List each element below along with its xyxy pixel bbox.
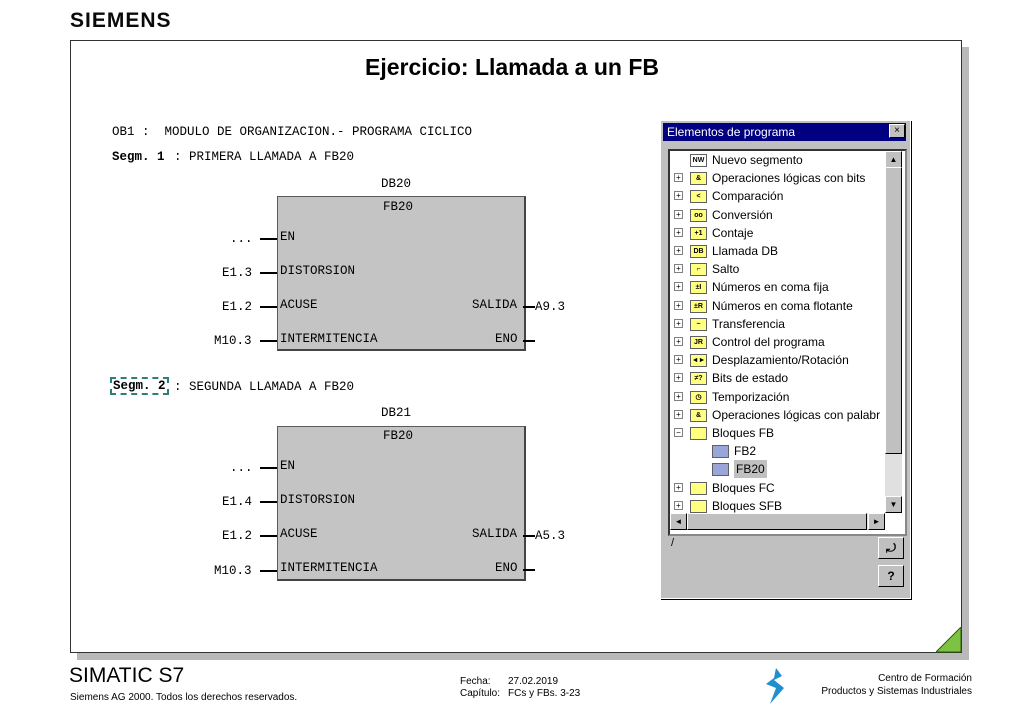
wire-salida <box>523 306 535 308</box>
expand-icon[interactable]: + <box>674 210 683 219</box>
scroll-up-icon[interactable]: ▲ <box>885 151 902 168</box>
operand-salida[interactable]: A5.3 <box>535 529 566 543</box>
tree-item-label: Operaciones lógicas con palabr <box>712 407 881 422</box>
help-button[interactable]: ? <box>878 565 904 587</box>
fixed-point-icon: ±I <box>690 281 707 294</box>
pin-salida: SALIDA <box>472 527 518 541</box>
expand-icon[interactable]: + <box>674 392 683 401</box>
pin-en: EN <box>280 230 296 244</box>
fc-blocks-icon <box>690 482 707 495</box>
wire-acuse <box>260 306 277 308</box>
network-2-label[interactable]: Segm. 2 <box>110 377 169 395</box>
operand-intermitencia[interactable]: M10.3 <box>214 334 252 348</box>
footer-product: SIMATIC S7 <box>69 664 185 687</box>
tree-item-label: Nuevo segmento <box>712 153 803 167</box>
fb-icon <box>712 463 729 476</box>
jump-icon: ⌐ <box>690 263 707 276</box>
operand-distorsion[interactable]: E1.4 <box>222 495 253 509</box>
pin-acuse: ACUSE <box>280 527 318 541</box>
scroll-left-icon[interactable]: ◄ <box>670 513 687 530</box>
siemens-logo: SIEMENS <box>70 9 172 32</box>
tree-item[interactable] <box>670 315 885 333</box>
tree-item[interactable] <box>670 388 885 406</box>
expand-icon[interactable]: + <box>674 501 683 510</box>
program-control-icon: JR <box>690 336 707 349</box>
tree-item-label: Números en coma flotante <box>712 298 853 313</box>
tree-item[interactable] <box>670 351 885 369</box>
expand-icon[interactable]: + <box>674 337 683 346</box>
wire-distorsion <box>260 501 277 503</box>
wire-salida <box>523 535 535 537</box>
tree-item-label: Comparación <box>712 189 784 204</box>
conversion-icon: oo <box>690 209 707 222</box>
pin-intermitencia: INTERMITENCIA <box>280 332 378 346</box>
wire-en <box>260 467 277 469</box>
shift-rotate-icon: ◄► <box>690 354 707 367</box>
expand-icon[interactable]: + <box>674 301 683 310</box>
expand-icon[interactable]: + <box>674 173 683 182</box>
tree-item-label: Control del programa <box>712 335 825 349</box>
panel-status: / <box>671 537 675 549</box>
program-elements-tree <box>668 149 907 536</box>
comparison-icon: < <box>690 190 707 203</box>
timer-icon: ◷ <box>690 391 707 404</box>
operand-salida[interactable]: A9.3 <box>535 300 566 314</box>
tree-item[interactable] <box>670 333 885 351</box>
tree-item[interactable] <box>670 260 885 278</box>
tree-item[interactable] <box>670 206 885 224</box>
scroll-down-icon[interactable]: ▼ <box>885 496 902 513</box>
operand-en[interactable]: ... <box>230 232 253 246</box>
operand-distorsion[interactable]: E1.3 <box>222 266 253 280</box>
network-1-label: Segm. 1 <box>112 150 165 164</box>
collapse-icon[interactable]: − <box>674 428 683 437</box>
tree-item-label: Bloques FB <box>712 426 775 440</box>
expand-icon[interactable]: + <box>674 264 683 273</box>
tree-item-label: Transferencia <box>712 316 785 331</box>
training-center-logo <box>762 666 794 706</box>
move-icon: ~ <box>690 318 707 331</box>
footer-chapter-label: Capítulo: <box>460 688 501 699</box>
tree-item[interactable] <box>670 278 885 296</box>
tree-item-label: FB20 <box>736 462 765 477</box>
new-network-icon: NW <box>690 154 707 167</box>
tree-item-label: Salto <box>712 262 740 277</box>
pin-en: EN <box>280 459 296 473</box>
close-icon[interactable]: × <box>889 124 905 138</box>
tree-item-label: Operaciones lógicas con bits <box>712 171 866 186</box>
network-2-title: : SEGUNDA LLAMADA A FB20 <box>174 380 355 394</box>
operand-intermitencia[interactable]: M10.3 <box>214 564 252 578</box>
wire-intermitencia <box>260 570 277 572</box>
scroll-right-icon[interactable]: ► <box>868 513 885 530</box>
tree-item-label: FB2 <box>734 444 757 459</box>
footer-date-label: Fecha: <box>460 676 491 687</box>
footer-copyright: Siemens AG 2000. Todos los derechos reservados. <box>70 692 298 703</box>
pin-intermitencia: INTERMITENCIA <box>280 561 378 575</box>
tree-item-label: Bloques FC <box>712 480 775 495</box>
expand-icon[interactable]: + <box>674 373 683 382</box>
network-2-db: DB21 <box>381 406 412 420</box>
tree-item[interactable] <box>670 479 885 497</box>
vertical-scrollbar[interactable] <box>885 151 902 513</box>
tree-item-label: Bloques SFB <box>712 498 783 513</box>
wire-eno <box>523 569 535 571</box>
wire-distorsion <box>260 272 277 274</box>
tree-item[interactable] <box>670 460 885 478</box>
scroll-thumb[interactable] <box>885 167 902 454</box>
pin-salida: SALIDA <box>472 298 518 312</box>
pin-eno: ENO <box>495 561 518 575</box>
tree-item[interactable] <box>670 187 885 205</box>
tree-item[interactable] <box>670 406 885 424</box>
tree-item[interactable] <box>670 442 885 460</box>
fb-icon <box>712 445 729 458</box>
network-1-fb-name: FB20 <box>383 200 414 214</box>
tree-item-label: Llamada DB <box>712 244 779 258</box>
expand-icon[interactable]: + <box>674 355 683 364</box>
wire-en <box>260 238 277 240</box>
expand-icon[interactable]: + <box>674 228 683 237</box>
wire-acuse <box>260 535 277 537</box>
expand-icon[interactable]: + <box>674 282 683 291</box>
operand-en[interactable]: ... <box>230 461 253 475</box>
panel-titlebar[interactable] <box>663 123 906 141</box>
slide-corner-fold <box>936 627 962 653</box>
tree-item-label: Desplazamiento/Rotación <box>712 353 849 368</box>
tree-item[interactable] <box>670 297 885 315</box>
tree-item-label: Números en coma fija <box>712 280 829 295</box>
word-logic-icon: & <box>690 409 707 422</box>
footer-date: 27.02.2019 <box>508 676 559 687</box>
tree-item-label: Temporización <box>712 389 790 404</box>
operand-acuse[interactable]: E1.2 <box>222 300 253 314</box>
footer-chapter: FCs y FBs. 3-23 <box>508 688 581 699</box>
tree-item-label: Conversión <box>712 207 773 222</box>
sfb-blocks-icon <box>690 500 707 513</box>
db-call-icon: DB <box>690 245 707 258</box>
pin-distorsion: DISTORSION <box>280 493 356 507</box>
tree-item[interactable] <box>670 424 885 442</box>
tree-item-label: Contaje <box>712 225 754 240</box>
insert-element-button[interactable]: ⤾ <box>878 537 904 559</box>
operand-acuse[interactable]: E1.2 <box>222 529 253 543</box>
pin-eno: ENO <box>495 332 518 346</box>
tree-item[interactable] <box>670 151 885 169</box>
program-elements-panel <box>660 120 911 599</box>
network-2-fb-name: FB20 <box>383 429 414 443</box>
slide-title: Ejercicio: Llamada a un FB <box>365 54 659 80</box>
tree-item[interactable] <box>670 224 885 242</box>
expand-icon[interactable]: + <box>674 410 683 419</box>
ob-header: OB1 : MODULO DE ORGANIZACION.- PROGRAMA CICLICO <box>112 125 473 139</box>
tree-item-label: Bits de estado <box>712 371 789 386</box>
network-1-title: : PRIMERA LLAMADA A FB20 <box>174 150 355 164</box>
footer-center-line2: Productos y Sistemas Industriales <box>821 686 972 697</box>
counter-icon: +1 <box>690 227 707 240</box>
expand-icon[interactable]: + <box>674 246 683 255</box>
tree-item[interactable] <box>670 169 885 187</box>
bit-logic-icon: & <box>690 172 707 185</box>
footer-center-line1: Centro de Formación <box>878 673 972 684</box>
network-1-db: DB20 <box>381 177 412 191</box>
pin-distorsion: DISTORSION <box>280 264 356 278</box>
panel-title: Elementos de programa <box>667 125 796 139</box>
expand-icon[interactable]: + <box>674 191 683 200</box>
status-bits-icon: ≠? <box>690 372 707 385</box>
expand-icon[interactable]: + <box>674 483 683 492</box>
floating-point-icon: ±R <box>690 300 707 313</box>
horizontal-scrollbar[interactable] <box>670 513 885 530</box>
fb-blocks-icon <box>690 427 707 440</box>
tree-item[interactable] <box>670 242 885 260</box>
wire-eno <box>523 340 535 342</box>
wire-intermitencia <box>260 340 277 342</box>
hscroll-thumb[interactable] <box>687 513 867 530</box>
pin-acuse: ACUSE <box>280 298 318 312</box>
tree-item[interactable] <box>670 369 885 387</box>
expand-icon[interactable]: + <box>674 319 683 328</box>
